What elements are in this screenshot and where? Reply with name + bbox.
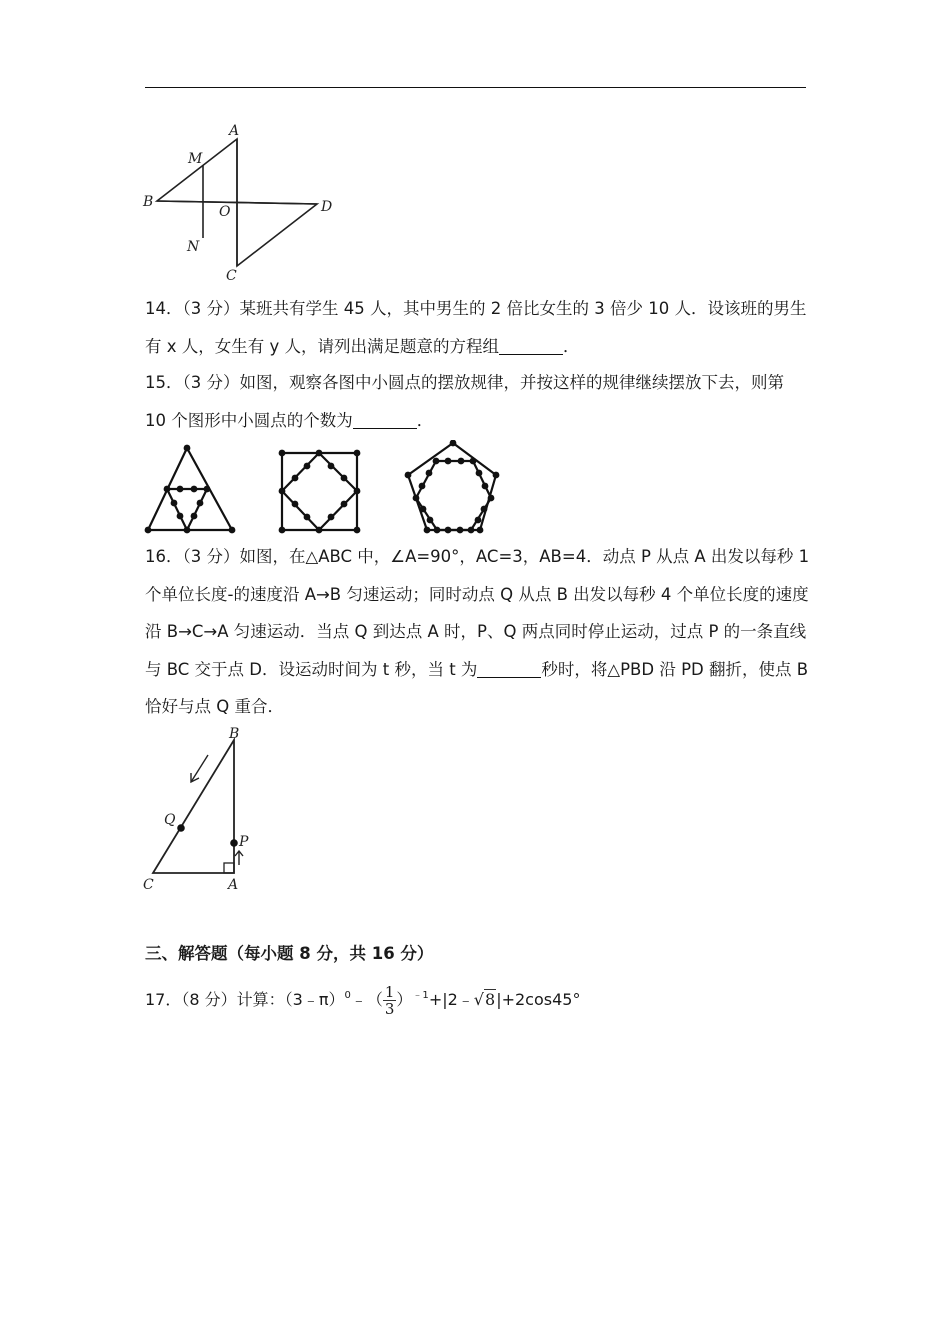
sqrt-radicand: 8 [485,990,496,1009]
label-m: M [188,151,203,167]
q17-minus: ﹣（ [350,990,383,1009]
label-o: O [219,204,231,220]
q17-close: ） [396,990,413,1009]
fraction-numerator: 1 [384,983,395,1001]
label-n: N [187,239,200,255]
label-b: B [229,726,240,742]
q16-end: 秒时，将△PBD 沿 PD 翻折，使点 B 恰好与点 Q 重合． [145,659,809,716]
q15-score: （3 分） [182,373,240,392]
label-b: B [143,194,154,210]
q14-answer-blank[interactable] [499,336,563,355]
inner-diamond [282,453,357,530]
q17-tail: |+2cos45° [496,990,581,1009]
q17-fraction [383,984,397,1017]
inner-triangle [167,489,207,530]
q17-lead: 计算：（3﹣π） [236,990,345,1009]
rhombus-figure [138,120,343,280]
q16-text: 如图，在△ABC 中，∠A=90°，AC=3，AB=4．动点 P 从点 A 出发以每秒 1 个单位长度-的速度沿 A→B 匀速运动；同时动点 Q 从点 B 出发以每秒 4 个单位长度的速度沿 B→C→A 匀速运动．当点 Q 到达点 A 时，P、Q 两点同时停止运动，过点 P 的一条直线与 BC 交于点 D．设运动时间为 t 秒，当 t 为 [145,547,810,679]
q16-answer-blank[interactable] [477,659,541,678]
question-17 [145,984,580,1017]
right-triangle-figure [138,725,258,895]
q17-sqrt [474,989,496,1009]
q14-text: 某班共有学生 45 人，其中男生的 2 倍比女生的 3 倍少 10 人．设该班的男生有 x 人，女生有 y 人，请列出满足题意的方程组 [145,299,807,356]
arrow-q-shaft [191,755,208,782]
section-title: 三、解答题（每小题 8 分，共 16 分） [145,944,434,963]
right-angle-mark [224,863,234,873]
square-figure [282,453,357,530]
q15-text: 如图，观察各图中小圆点的摆放规律，并按这样的规律继续摆放下去，则第 10 个图形中小圆点的个数为 [145,373,784,430]
question-16 [145,538,810,726]
q14-number: 14． [145,299,183,318]
point-p [230,839,238,847]
q14-end: ． [563,336,580,356]
label-a: A [229,123,240,139]
label-p: P [239,834,249,850]
q15-number: 15． [145,373,183,392]
question-15 [145,364,810,439]
q17-exponent-neg1: ﹣1 [412,990,429,1001]
q17-number: 17． [145,990,182,1009]
question-14 [145,290,810,365]
q17-plus-abs: +|2﹣ [428,990,474,1009]
label-a: A [228,877,239,893]
q17-score: （8 分） [181,990,237,1009]
q15-end: ． [416,410,434,430]
q14-score: （3 分） [182,299,240,318]
label-q: Q [164,812,176,828]
label-d: D [321,199,333,215]
fraction-denominator: 3 [384,1000,395,1018]
label-c: C [143,877,154,893]
point-q [177,824,185,832]
sqrt-sign: √ [473,990,484,1009]
q15-answer-blank[interactable] [353,410,417,429]
label-c: C [226,268,237,280]
q17-exponent-zero: 0 [344,990,351,1001]
dots [145,440,500,533]
header-rule [145,87,806,88]
q16-score: （3 分） [182,547,240,566]
triangle-abc [153,740,234,873]
q16-number: 16． [145,547,183,566]
dot-pattern-figures [140,440,510,540]
